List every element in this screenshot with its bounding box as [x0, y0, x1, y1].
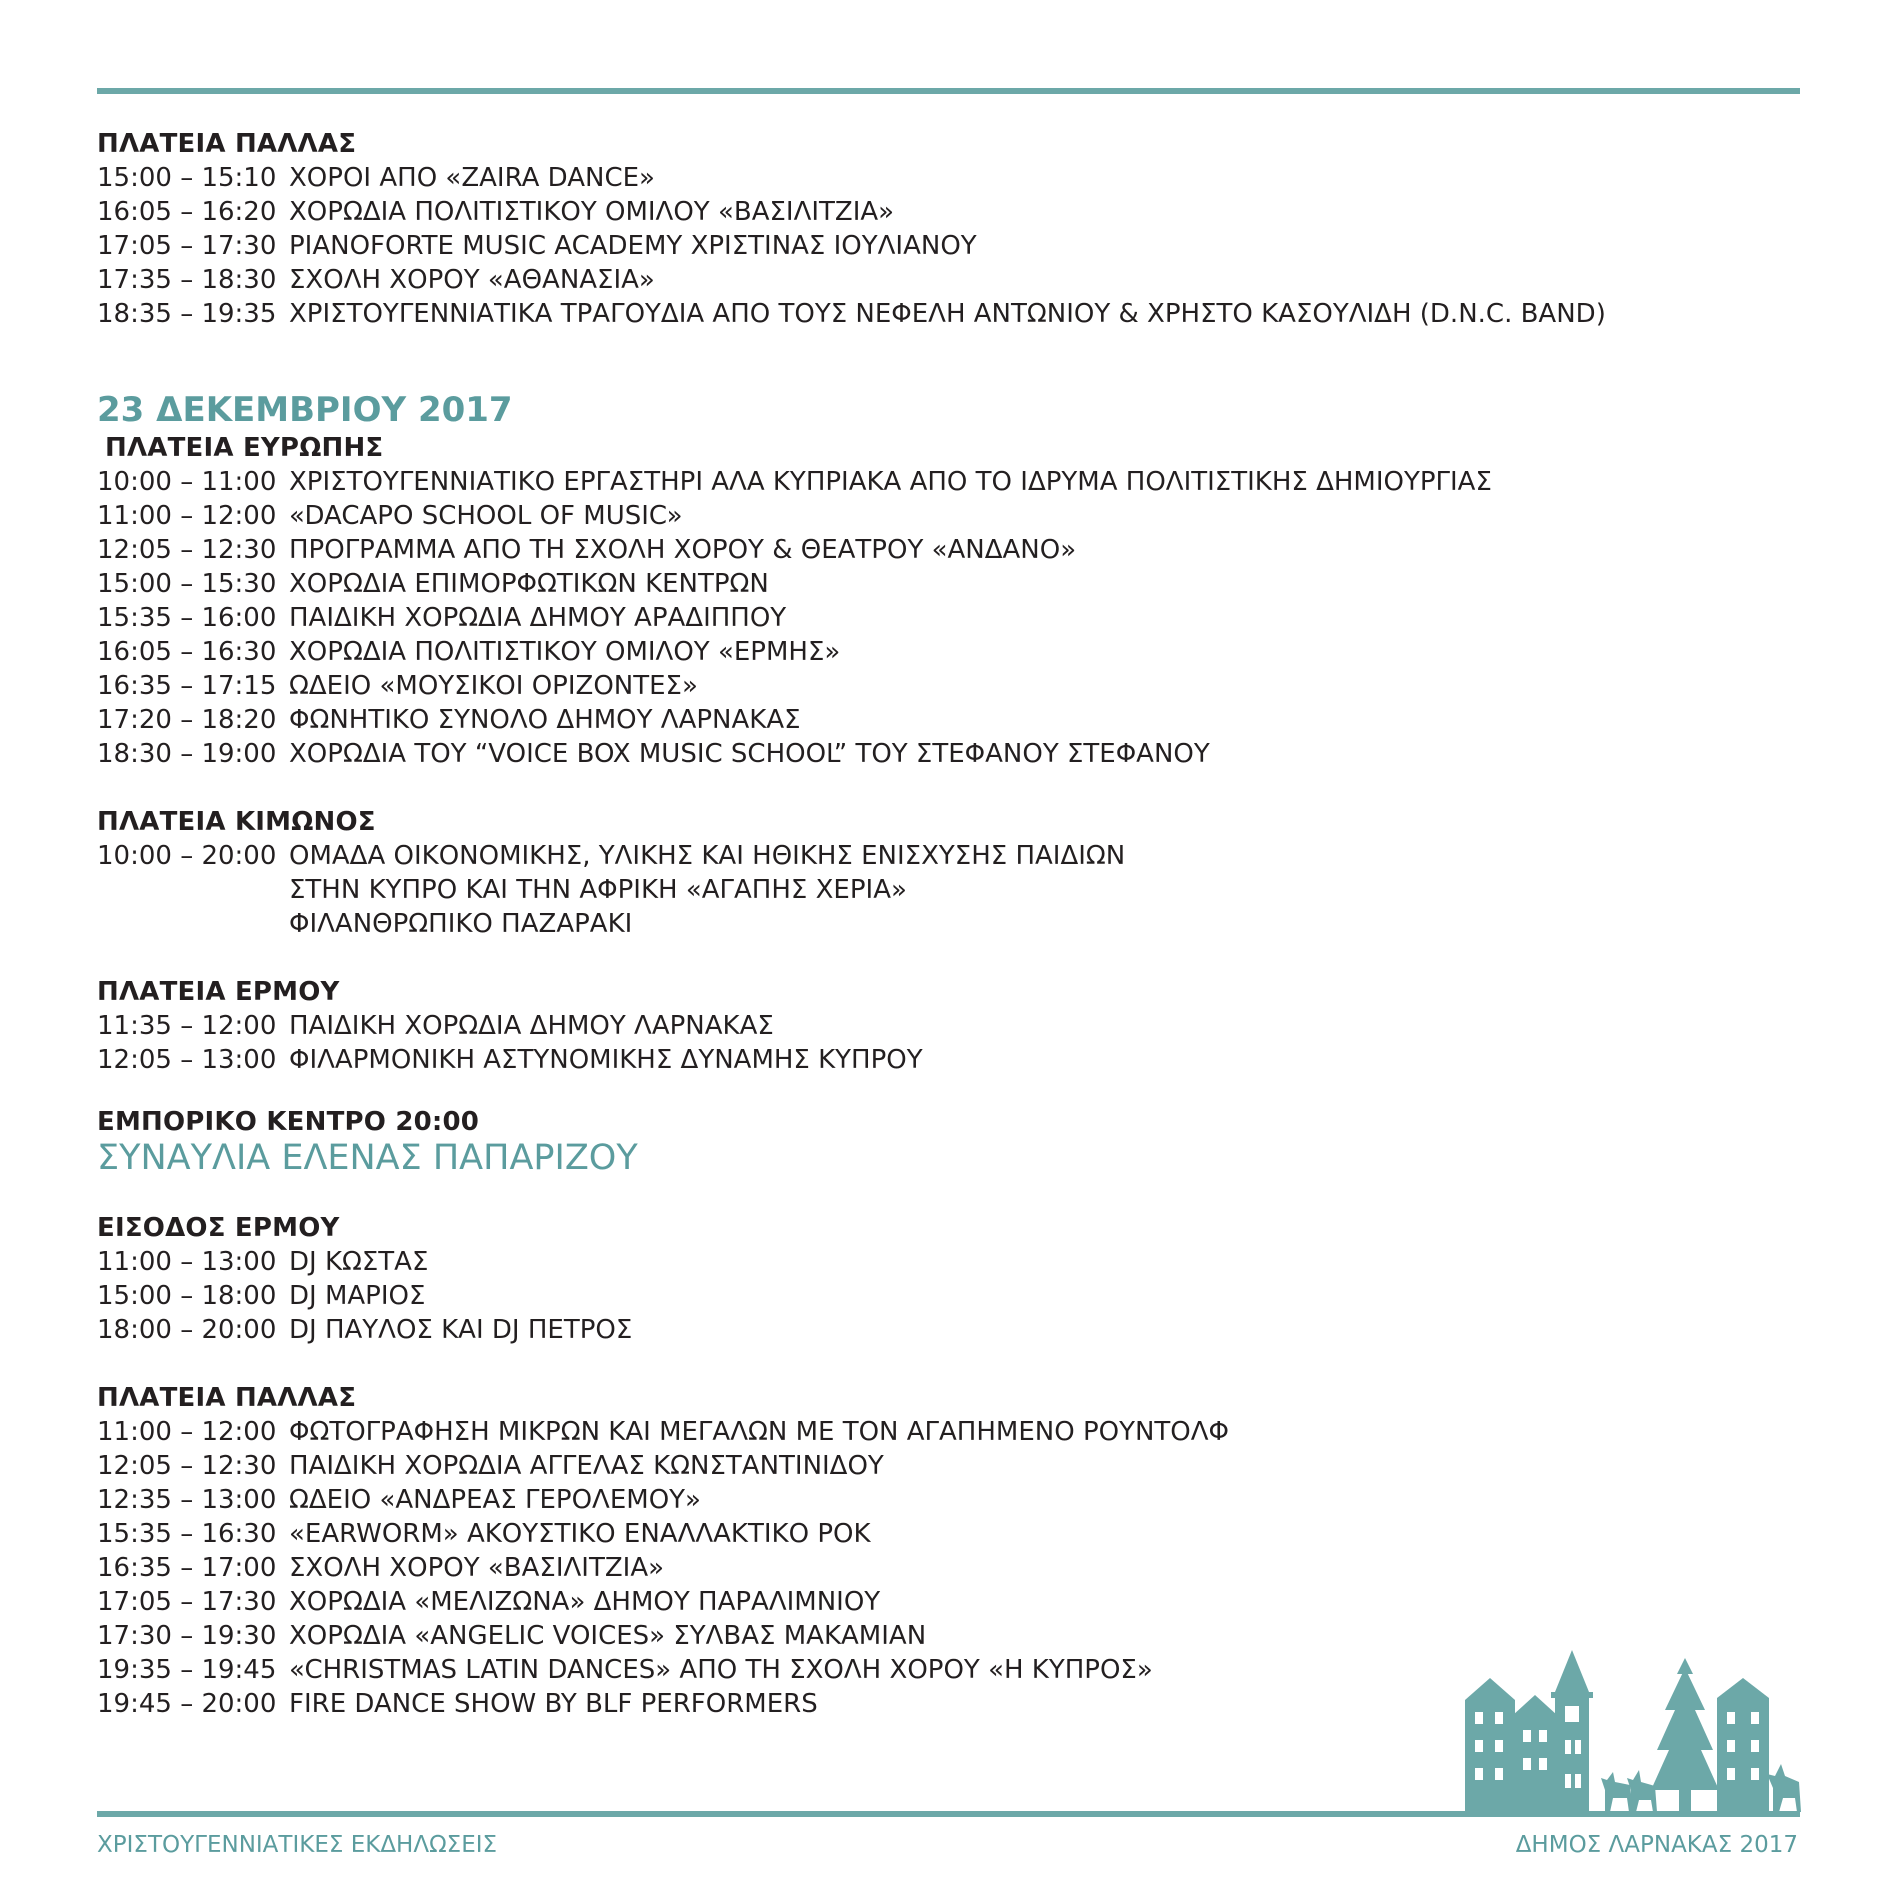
event-title: ΧΡΙΣΤΟΥΓΕΝΝΙΑΤΙΚΑ ΤΡΑΓΟΥΔΙΑ ΑΠΟ ΤΟΥΣ ΝΕΦΕΛΗ ΑΝΤΩΝΙΟΥ & ΧΡΗΣΤΟ ΚΑΣΟΥΛΙΔΗ (D.N.C. BAND) — [289, 299, 1606, 329]
event-title: FIRE DANCE SHOW BY BLF PERFORMERS — [289, 1689, 818, 1719]
time-range: 11:35 – 12:00 — [97, 1011, 277, 1041]
spacer — [97, 331, 1797, 389]
time-range: 17:35 – 18:30 — [97, 265, 277, 295]
window — [1751, 1740, 1759, 1752]
event-title: ΧΟΡΩΔΙΑ ΕΠΙΜΟΡΦΩΤΙΚΩΝ ΚΕΝΤΡΩΝ — [289, 569, 769, 599]
venue-heading: ΠΛΑΤΕΙΑ ΕΡΜΟΥ — [97, 977, 340, 1007]
event-title: DJ ΠΑΥΛΟΣ ΚΑΙ DJ ΠΕΤΡΟΣ — [289, 1315, 633, 1345]
schedule-row — [97, 1043, 1797, 1077]
window — [1727, 1740, 1735, 1752]
schedule-row — [97, 737, 1797, 771]
tower-ledge — [1551, 1692, 1593, 1698]
window — [1495, 1768, 1503, 1780]
schedule-row — [97, 1009, 1797, 1043]
event-title: ΠΑΙΔΙΚΗ ΧΟΡΩΔΙΑ ΔΗΜΟΥ ΑΡΑΔΙΠΠΟΥ — [289, 603, 787, 633]
schedule-row — [97, 533, 1797, 567]
bottom-rule — [97, 1811, 1800, 1817]
deer-shape — [1627, 1770, 1657, 1812]
schedule-row — [97, 229, 1797, 263]
time-range: 12:05 – 12:30 — [97, 1451, 277, 1481]
window — [1751, 1712, 1759, 1724]
event-title: «DACAPO SCHOOL OF MUSIC» — [289, 501, 683, 531]
event-title: ΧΟΡΩΔΙΑ ΠΟΛΙΤΙΣΤΙΚΟΥ ΟΜΙΛΟΥ «ΕΡΜΗΣ» — [289, 637, 841, 667]
time-range: 18:30 – 19:00 — [97, 739, 277, 769]
top-rule — [97, 88, 1800, 94]
window — [1575, 1774, 1581, 1788]
time-range: 16:35 – 17:15 — [97, 671, 277, 701]
schedule-row — [97, 465, 1797, 499]
time-range: 18:35 – 19:35 — [97, 299, 277, 329]
schedule-row — [97, 1313, 1797, 1347]
tower-roof — [1555, 1650, 1589, 1692]
time-range: 15:00 – 15:10 — [97, 163, 277, 193]
time-range: 17:20 – 18:20 — [97, 705, 277, 735]
time-range: 16:35 – 17:00 — [97, 1553, 277, 1583]
time-range: 11:00 – 12:00 — [97, 501, 277, 531]
schedule-row — [97, 263, 1797, 297]
time-range: 15:00 – 15:30 — [97, 569, 277, 599]
schedule-row — [97, 1483, 1797, 1517]
window — [1565, 1774, 1571, 1788]
date-heading: 23 ΔΕΚΕΜΒΡΙΟΥ 2017 — [97, 390, 513, 430]
time-range: 11:00 – 13:00 — [97, 1247, 277, 1277]
time-range: 12:35 – 13:00 — [97, 1485, 277, 1515]
tree-shape — [1651, 1668, 1719, 1790]
time-range: 15:35 – 16:30 — [97, 1519, 277, 1549]
spacer — [97, 771, 1797, 805]
event-title: ΣΤΗΝ ΚΥΠΡΟ ΚΑΙ ΤΗΝ ΑΦΡΙΚΗ «ΑΓΑΠΗΣ ΧΕΡΙΑ» — [289, 875, 907, 905]
time-range: 16:05 – 16:20 — [97, 197, 277, 227]
schedule-row — [97, 297, 1797, 331]
window — [1523, 1758, 1531, 1770]
venue-heading: ΠΛΑΤΕΙΑ ΠΑΛΛΑΣ — [97, 1383, 357, 1413]
event-title: ΟΜΑΔΑ ΟΙΚΟΝΟΜΙΚΗΣ, ΥΛΙΚΗΣ ΚΑΙ ΗΘΙΚΗΣ ΕΝΙΣΧΥΣΗΣ ΠΑΙΔΙΩΝ — [289, 841, 1126, 871]
window — [1475, 1740, 1483, 1752]
house-shape — [1513, 1695, 1557, 1812]
time-range: 12:05 – 13:00 — [97, 1045, 277, 1075]
spacer — [97, 1179, 1797, 1211]
time-range: 10:00 – 20:00 — [97, 841, 277, 871]
event-title: ΩΔΕΙΟ «ΜΟΥΣΙΚΟΙ ΟΡΙΖΟΝΤΕΣ» — [289, 671, 698, 701]
event-title: ΦΙΛΑΝΘΡΩΠΙΚΟ ΠΑΖΑΡΑΚΙ — [289, 909, 633, 939]
tree-trunk — [1679, 1790, 1691, 1812]
time-range: 17:30 – 19:30 — [97, 1621, 277, 1651]
deer-shape — [1601, 1772, 1633, 1812]
house-shape — [1465, 1678, 1515, 1812]
time-range: 18:00 – 20:00 — [97, 1315, 277, 1345]
schedule-row-continuation — [97, 907, 1797, 941]
time-range: 19:35 – 19:45 — [97, 1655, 277, 1685]
event-title: ΧΟΡΩΔΙΑ ΠΟΛΙΤΙΣΤΙΚΟΥ ΟΜΙΛΟΥ «ΒΑΣΙΛΙΤΖΙΑ» — [289, 197, 895, 227]
schedule-row — [97, 499, 1797, 533]
time-range: 17:05 – 17:30 — [97, 231, 277, 261]
event-title: ΣΧΟΛΗ ΧΟΡΟΥ «ΑΘΑΝΑΣΙΑ» — [289, 265, 655, 295]
venue-heading: ΠΛΑΤΕΙΑ ΚΙΜΩΝΟΣ — [97, 807, 376, 837]
window — [1475, 1712, 1483, 1724]
time-range: 19:45 – 20:00 — [97, 1689, 277, 1719]
event-title: ΦΩΤΟΓΡΑΦΗΣΗ ΜΙΚΡΩΝ ΚΑΙ ΜΕΓΑΛΩΝ ΜΕ ΤΟΝ ΑΓΑΠΗΜΕΝΟ ΡΟΥΝΤΟΛΦ — [289, 1417, 1230, 1447]
event-title: ΩΔΕΙΟ «ΑΝΔΡΕΑΣ ΓΕΡΟΛΕΜΟΥ» — [289, 1485, 701, 1515]
schedule-content — [97, 127, 1797, 1721]
venue-heading: ΠΛΑΤΕΙΑ ΕΥΡΩΠΗΣ — [105, 433, 384, 463]
schedule-row — [97, 567, 1797, 601]
time-range: 15:00 – 18:00 — [97, 1281, 277, 1311]
event-title: ΧΡΙΣΤΟΥΓΕΝΝΙΑΤΙΚΟ ΕΡΓΑΣΤΗΡΙ ΑΛΑ ΚΥΠΡΙΑΚΑ ΑΠΟ ΤΟ ΙΔΡΥΜΑ ΠΟΛΙΤΙΣΤΙΚΗΣ ΔΗΜΙΟΥΡΓΙΑΣ — [289, 467, 1492, 497]
schedule-row — [97, 195, 1797, 229]
event-title: ΧΟΡΩΔΙΑ «ANGELIC VOICES» ΣΥΛΒΑΣ ΜΑΚΑΜΙΑΝ — [289, 1621, 927, 1651]
event-title: «CHRISTMAS LATIN DANCES» ΑΠΟ ΤΗ ΣΧΟΛΗ ΧΟΡΟΥ «Η ΚΥΠΡΟΣ» — [289, 1655, 1153, 1685]
window — [1539, 1758, 1547, 1770]
window — [1523, 1730, 1531, 1742]
concert-title: ΣΥΝΑΥΛΙΑ ΕΛΕΝΑΣ ΠΑΠΑΡΙΖΟΥ — [97, 1138, 638, 1178]
event-title: ΠΑΙΔΙΚΗ ΧΟΡΩΔΙΑ ΔΗΜΟΥ ΛΑΡΝΑΚΑΣ — [289, 1011, 774, 1041]
window — [1727, 1768, 1735, 1780]
time-range: 16:05 – 16:30 — [97, 637, 277, 667]
event-title: «EARWORM» ΑΚΟΥΣΤΙΚΟ ΕΝΑΛΛΑΚΤΙΚΟ ΡΟΚ — [289, 1519, 871, 1549]
schedule-row — [97, 635, 1797, 669]
window — [1475, 1768, 1483, 1780]
footer-publisher: ΔΗΜΟΣ ΛΑΡΝΑΚΑΣ 2017 — [1515, 1832, 1798, 1858]
event-title: ΦΙΛΑΡΜΟΝΙΚΗ ΑΣΤΥΝΟΜΙΚΗΣ ΔΥΝΑΜΗΣ ΚΥΠΡΟΥ — [289, 1045, 923, 1075]
event-title: ΧΟΡΟΙ ΑΠΟ «ZAIRA DANCE» — [289, 163, 655, 193]
window — [1565, 1740, 1571, 1754]
schedule-row — [97, 1279, 1797, 1313]
schedule-row-continuation — [97, 873, 1797, 907]
schedule-row — [97, 1415, 1797, 1449]
spacer — [97, 1347, 1797, 1381]
schedule-row — [97, 703, 1797, 737]
window — [1751, 1768, 1759, 1780]
window — [1539, 1730, 1547, 1742]
event-title: ΧΟΡΩΔΙΑ ΤΟΥ “VOICE BOX MUSIC SCHOOL” ΤΟΥ ΣΤΕΦΑΝΟΥ ΣΤΕΦΑΝΟΥ — [289, 739, 1210, 769]
event-title: ΧΟΡΩΔΙΑ «ΜΕΛΙΖΩΝΑ» ΔΗΜΟΥ ΠΑΡΑΛΙΜΝΙΟΥ — [289, 1587, 881, 1617]
house-shape — [1717, 1678, 1769, 1812]
event-title: DJ ΜΑΡΙΟΣ — [289, 1281, 426, 1311]
venue-heading: ΕΙΣΟΔΟΣ ΕΡΜΟΥ — [97, 1213, 340, 1243]
event-title: PIANOFORTE MUSIC ACADEMY ΧΡΙΣΤΙΝΑΣ ΙΟΥΛΙΑΝΟΥ — [289, 231, 977, 261]
event-title: ΠΡΟΓΡΑΜΜΑ ΑΠΟ ΤΗ ΣΧΟΛΗ ΧΟΡΟΥ & ΘΕΑΤΡΟΥ «ΑΝΔΑΝΟ» — [289, 535, 1077, 565]
window — [1727, 1712, 1735, 1724]
event-title: ΠΑΙΔΙΚΗ ΧΟΡΩΔΙΑ ΑΓΓΕΛΑΣ ΚΩΝΣΤΑΝΤΙΝΙΔΟΥ — [289, 1451, 884, 1481]
time-range: 10:00 – 11:00 — [97, 467, 277, 497]
time-range: 15:35 – 16:00 — [97, 603, 277, 633]
schedule-row — [97, 669, 1797, 703]
venue-heading: ΕΜΠΟΡΙΚΟ ΚΕΝΤΡΟ 20:00 — [97, 1107, 480, 1137]
schedule-row — [97, 1517, 1797, 1551]
window — [1495, 1712, 1503, 1724]
window — [1565, 1706, 1579, 1722]
window — [1575, 1740, 1581, 1754]
schedule-row — [97, 601, 1797, 635]
deer-shape — [1767, 1764, 1801, 1812]
schedule-row — [97, 1449, 1797, 1483]
event-title: DJ ΚΩΣΤΑΣ — [289, 1247, 429, 1277]
time-range: 11:00 – 12:00 — [97, 1417, 277, 1447]
schedule-row — [97, 161, 1797, 195]
schedule-row — [97, 1245, 1797, 1279]
time-range: 17:05 – 17:30 — [97, 1587, 277, 1617]
winter-town-illustration — [1455, 1640, 1805, 1812]
window — [1495, 1740, 1503, 1752]
spacer — [97, 1077, 1797, 1107]
spacer — [97, 941, 1797, 975]
venue-heading: ΠΛΑΤΕΙΑ ΠΑΛΛΑΣ — [97, 129, 357, 159]
event-title: ΣΧΟΛΗ ΧΟΡΟΥ «ΒΑΣΙΛΙΤΖΙΑ» — [289, 1553, 665, 1583]
footer-title: ΧΡΙΣΤΟΥΓΕΝΝΙΑΤΙΚΕΣ ΕΚΔΗΛΩΣΕΙΣ — [97, 1832, 498, 1858]
time-range: 12:05 – 12:30 — [97, 535, 277, 565]
schedule-row — [97, 839, 1797, 873]
event-title: ΦΩΝΗΤΙΚΟ ΣΥΝΟΛΟ ΔΗΜΟΥ ΛΑΡΝΑΚΑΣ — [289, 705, 801, 735]
schedule-row — [97, 1585, 1797, 1619]
schedule-row — [97, 1551, 1797, 1585]
